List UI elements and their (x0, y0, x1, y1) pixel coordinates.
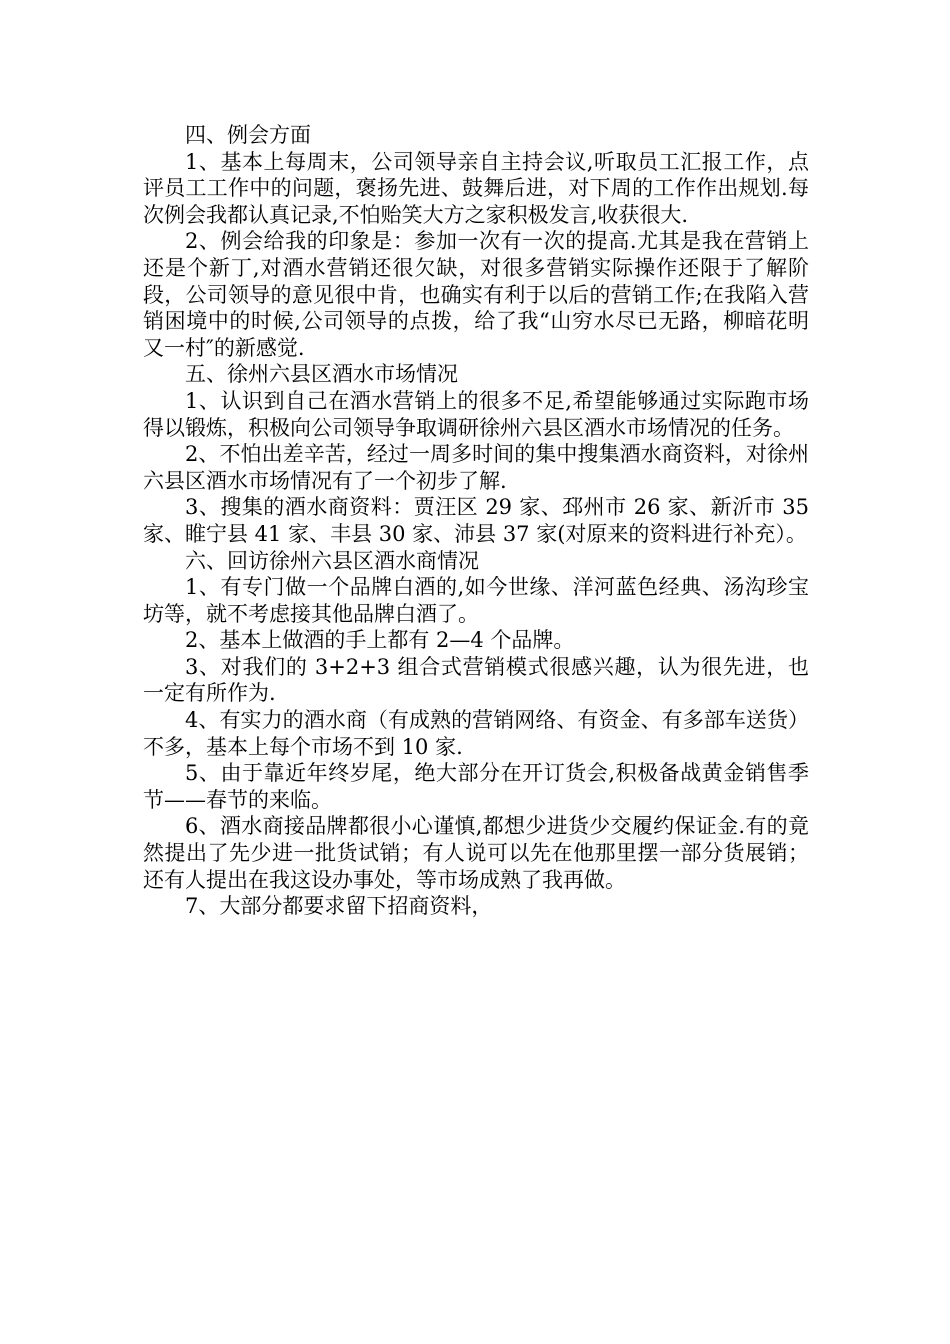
paragraph: 1、基本上每周末，公司领导亲自主持会议,听取员工汇报工作，点评员工工作中的问题，褒扬先进、鼓舞后进，对下周的工作作出规划.每次例会我都认真记录,不怕贻笑大方之家积极发言,收获很大. (143, 149, 809, 227)
paragraph: 1、认识到自己在酒水营销上的很多不足,希望能够通过实际跑市场得以锻炼，积极向公司领导争取调研徐州六县区酒水市场情况的任务。 (143, 388, 809, 440)
paragraph: 2、基本上做酒的手上都有 2—4 个品牌。 (185, 628, 575, 653)
paragraph: 3、搜集的酒水商资料：贾汪区 29 家、邳州市 26 家、新沂市 35 家、睢宁县 41 家、丰县 30 家、沛县 37 家(对原来的资料进行补充）。 (143, 495, 809, 546)
section-heading-market: 五、徐州六县区酒水市场情况 (185, 362, 458, 387)
paragraph: 1、有专门做一个品牌白酒的,如今世缘、洋河蓝色经典、汤沟珍宝坊等，就不考虑接其他品牌白酒了。 (143, 575, 809, 626)
paragraph: 5、由于靠近年终岁尾，绝大部分在开订货会,积极备战黄金销售季节——春节的来临。 (143, 761, 809, 812)
paragraph: 4、有实力的酒水商（有成熟的营销网络、有资金、有多部车送货）不多，基本上每个市场不到 10 家. (143, 708, 809, 759)
paragraph: 2、不怕出差辛苦，经过一周多时间的集中搜集酒水商资料，对徐州六县区酒水市场情况有了一个初步了解. (143, 442, 809, 493)
section-heading-meetings: 四、例会方面 (185, 123, 311, 147)
paragraph: 3、对我们的 3+2+3 组合式营销模式很感兴趣，认为很先进，也一定有所作为. (143, 654, 809, 706)
section-heading-visits: 六、回访徐州六县区酒水商情况 (185, 548, 479, 573)
paragraph: 6、酒水商接品牌都很小心谨慎,都想少进货少交履约保证金.有的竟然提出了先少进一批货试销；有人说可以先在他那里摆一部分货展销；还有人提出在我这设办事处，等市场成熟了我再做。 (143, 814, 809, 892)
paragraph: 2、例会给我的印象是：参加一次有一次的提高.尤其是我在营销上还是个新丁,对酒水营销还很欠缺，对很多营销实际操作还限于了解阶段，公司领导的意见很中肯，也确实有利于以后的营销工作;在我陷入营销困境中的时候,公司领导的点拨，给了我“山穷水尽已无路，柳暗花明又一村″的新感觉. (143, 229, 809, 360)
document-body (143, 122, 809, 920)
paragraph: 7、大部分都要求留下招商资料， (185, 894, 493, 919)
